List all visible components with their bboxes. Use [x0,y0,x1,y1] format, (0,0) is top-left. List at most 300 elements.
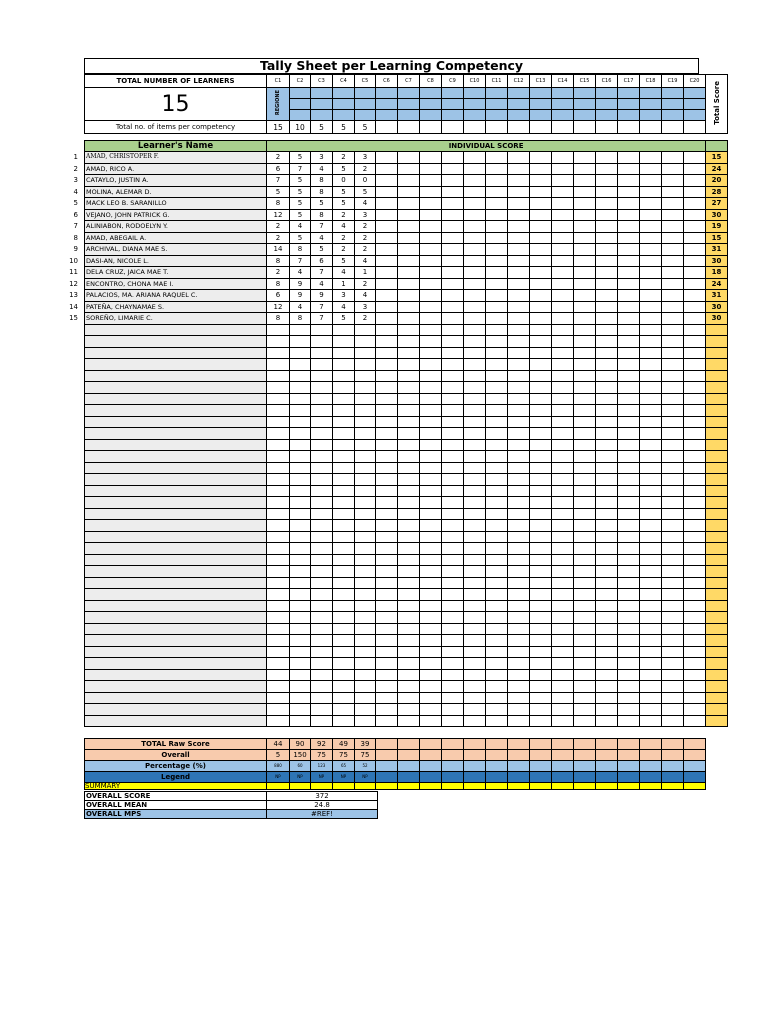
score-cell [442,278,464,290]
score-cell [508,186,530,198]
competency-header: C18 [640,75,662,88]
score-cell [333,577,355,589]
score-cell [662,439,684,451]
score-cell [596,635,618,647]
score-cell [420,428,442,440]
table-row [85,589,728,601]
score-cell [420,554,442,566]
score-cell [333,336,355,348]
learner-name [85,589,267,601]
score-cell [574,152,596,164]
learner-total-score [706,577,728,589]
score-cell [552,209,574,221]
score-cell [530,186,552,198]
score-cell [442,474,464,486]
score-cell [290,336,311,348]
score-cell [618,313,640,325]
score-cell: 5 [333,186,355,198]
score-cell [464,554,486,566]
score-cell [596,290,618,302]
score-cell [574,186,596,198]
summary-cell [486,783,508,790]
score-cell [442,439,464,451]
score-cell [596,324,618,336]
score-cell [355,520,376,532]
score-cell [464,485,486,497]
total-raw-score-value [662,739,684,750]
row-number: 13 [69,291,78,299]
score-cell [552,451,574,463]
learner-total-score: 19 [706,221,728,233]
score-cell [398,290,420,302]
score-cell [420,255,442,267]
score-cell [684,497,706,509]
score-cell [267,681,290,693]
table-row [85,393,728,405]
score-cell [376,485,398,497]
score-cell [684,324,706,336]
learner-total-score [706,508,728,520]
score-cell: 5 [290,152,311,164]
summary-cell [464,783,486,790]
score-cell [574,221,596,233]
score-cell [464,692,486,704]
score-cell [398,370,420,382]
items-per-competency-value: 5 [311,121,333,134]
score-cell [442,428,464,440]
score-cell [508,428,530,440]
score-cell [290,692,311,704]
score-cell [618,278,640,290]
percentage-value [376,761,398,772]
score-cell [640,198,662,210]
score-cell [267,589,290,601]
score-cell [420,416,442,428]
score-cell [552,589,574,601]
score-cell: 0 [333,175,355,187]
items-per-competency-value [574,121,596,134]
score-cell: 4 [290,267,311,279]
table-row [85,347,728,359]
summary-cell [618,783,640,790]
score-cell [508,612,530,624]
score-cell [618,347,640,359]
score-cell [508,566,530,578]
score-cell [552,382,574,394]
score-cell [640,531,662,543]
score-cell [640,244,662,256]
score-cell [464,163,486,175]
score-cell [684,209,706,221]
score-cell [486,451,508,463]
score-cell [355,692,376,704]
score-cell [333,658,355,670]
score-cell [290,508,311,520]
learner-name: MOLINA, ALEMAR D. [85,186,267,198]
score-cell [486,336,508,348]
table-row [85,244,728,256]
total-raw-score-value [618,739,640,750]
score-cell [684,612,706,624]
score-cell [398,600,420,612]
score-cell [508,704,530,716]
score-cell [596,198,618,210]
score-cell [662,474,684,486]
score-cell [530,577,552,589]
score-cell [290,439,311,451]
score-cell [420,612,442,624]
overall-value [464,750,486,761]
score-cell [552,428,574,440]
score-cell [508,646,530,658]
score-cell: 6 [311,255,333,267]
score-cell [464,658,486,670]
score-cell [684,405,706,417]
learner-total-score [706,531,728,543]
score-cell [464,416,486,428]
score-cell [574,635,596,647]
score-cell [640,635,662,647]
score-cell [376,566,398,578]
score-cell [530,324,552,336]
table-row [85,255,728,267]
score-cell [464,635,486,647]
score-cell [662,198,684,210]
score-cell [574,658,596,670]
score-cell [486,255,508,267]
score-cell [333,589,355,601]
learner-name [85,566,267,578]
score-cell [618,474,640,486]
table-row [85,497,728,509]
learner-total-score [706,704,728,716]
score-cell [684,531,706,543]
score-cell [442,244,464,256]
score-cell: 7 [311,267,333,279]
total-raw-score-value [596,739,618,750]
score-cell [640,520,662,532]
score-cell: 8 [311,175,333,187]
score-cell [618,497,640,509]
score-cell [552,508,574,520]
table-row [85,439,728,451]
score-cell [508,324,530,336]
score-cell [552,704,574,716]
score-cell [618,336,640,348]
summary-cell [574,783,596,790]
score-cell [574,428,596,440]
score-cell [596,508,618,520]
score-cell [333,393,355,405]
score-cell [574,451,596,463]
score-cell [596,382,618,394]
score-cell [640,152,662,164]
competency-cell [464,88,486,99]
score-cell [596,416,618,428]
table-row [85,474,728,486]
learner-total-score [706,393,728,405]
table-row [85,635,728,647]
competency-cell [508,99,530,110]
score-cell [662,485,684,497]
score-cell [662,646,684,658]
score-cell [398,313,420,325]
learner-total-score: 18 [706,267,728,279]
score-cell: 4 [290,301,311,313]
score-cell: 2 [355,163,376,175]
score-cell [486,635,508,647]
score-cell [290,658,311,670]
score-cell [398,566,420,578]
score-cell [398,209,420,221]
score-cell [376,324,398,336]
competency-header: C12 [508,75,530,88]
percentage-value [662,761,684,772]
summary-cell [596,783,618,790]
learner-name [85,635,267,647]
score-cell [420,267,442,279]
score-cell: 5 [333,198,355,210]
score-cell [398,382,420,394]
score-cell [442,704,464,716]
competency-cell [618,99,640,110]
score-cell [530,209,552,221]
score-cell [311,347,333,359]
score-cell [618,543,640,555]
score-cell [662,704,684,716]
score-cell: 2 [355,232,376,244]
score-cell [486,600,508,612]
learner-name [85,600,267,612]
percentage-value [574,761,596,772]
score-cell [530,313,552,325]
score-cell [640,290,662,302]
score-cell [290,485,311,497]
overall-stat-label: OVERALL SCORE [85,792,267,801]
competency-cell [376,99,398,110]
score-cell [662,359,684,371]
score-cell [376,301,398,313]
score-cell [662,451,684,463]
score-cell [618,267,640,279]
score-cell [420,623,442,635]
score-cell [311,370,333,382]
table-row [85,485,728,497]
score-cell: 8 [267,278,290,290]
score-cell [662,681,684,693]
score-cell [376,382,398,394]
competency-cell [530,110,552,121]
overall-value [618,750,640,761]
score-cell [398,301,420,313]
score-cell [508,152,530,164]
score-cell [684,451,706,463]
score-cell [442,324,464,336]
score-cell [618,635,640,647]
score-cell [596,186,618,198]
learner-total-score [706,370,728,382]
score-cell [684,623,706,635]
score-cell [640,600,662,612]
score-cell [311,359,333,371]
score-cell [530,175,552,187]
score-cell [267,405,290,417]
score-cell [376,715,398,727]
score-cell [290,347,311,359]
score-cell [486,359,508,371]
score-cell [398,520,420,532]
score-cell [486,554,508,566]
score-cell [596,221,618,233]
table-row [85,543,728,555]
overall-value [684,750,706,761]
score-cell [333,543,355,555]
score-cell [596,531,618,543]
score-cell [398,163,420,175]
score-cell: 2 [333,152,355,164]
competency-header: C11 [486,75,508,88]
competency-cell [311,110,333,121]
score-cell [530,520,552,532]
score-cell [290,612,311,624]
score-cell [355,566,376,578]
score-cell [508,600,530,612]
score-cell [376,577,398,589]
score-cell [442,336,464,348]
score-cell [684,359,706,371]
competency-cell [442,88,464,99]
score-cell [486,163,508,175]
competency-cell [355,88,376,99]
score-cell [596,566,618,578]
score-cell [420,405,442,417]
score-cell [486,186,508,198]
score-cell [267,370,290,382]
score-cell [442,301,464,313]
score-cell: 2 [267,152,290,164]
competency-cell [662,88,684,99]
score-cell [618,255,640,267]
score-cell [486,681,508,693]
score-cell [530,278,552,290]
competency-header: C10 [464,75,486,88]
competency-header: C13 [530,75,552,88]
score-cell [333,439,355,451]
overall-stat-value: #REF! [267,810,378,819]
score-cell [398,221,420,233]
learner-total-score [706,623,728,635]
score-cell [290,520,311,532]
score-cell [398,669,420,681]
competency-cell [420,99,442,110]
competency-cell [552,110,574,121]
individual-score-header: INDIVIDUAL SCORE [267,141,706,152]
score-cell [552,692,574,704]
table-row [85,336,728,348]
score-cell [552,405,574,417]
score-cell [355,646,376,658]
score-cell [333,428,355,440]
total-raw-score-value [530,739,552,750]
score-cell [267,336,290,348]
score-cell [267,347,290,359]
score-cell [552,244,574,256]
score-cell [333,370,355,382]
score-cell [311,692,333,704]
overall-value: 150 [290,750,311,761]
competency-cell [398,99,420,110]
score-cell [355,347,376,359]
score-cell [420,715,442,727]
legend-value: NP [333,772,355,783]
competency-cell [596,99,618,110]
summary-cell [552,783,574,790]
score-cell [333,382,355,394]
competency-cell [596,88,618,99]
score-cell [420,370,442,382]
score-cell [662,669,684,681]
score-cell [486,209,508,221]
score-cell [355,405,376,417]
learner-total-score: 30 [706,209,728,221]
score-cell [508,232,530,244]
table-row [85,554,728,566]
score-cell [662,405,684,417]
score-cell [574,209,596,221]
learner-total-score [706,554,728,566]
score-cell [311,646,333,658]
score-cell [530,462,552,474]
score-cell [530,543,552,555]
percentage-value [684,761,706,772]
score-cell [486,704,508,716]
score-cell [662,255,684,267]
overall-value [442,750,464,761]
overall-value [640,750,662,761]
score-cell [684,715,706,727]
score-cell [640,416,662,428]
score-cell [662,416,684,428]
score-cell [442,600,464,612]
learner-name [85,681,267,693]
score-cell [662,324,684,336]
score-cell [552,416,574,428]
score-cell [596,393,618,405]
score-cell [508,681,530,693]
score-cell [508,313,530,325]
score-cell [618,186,640,198]
score-cell [311,612,333,624]
score-cell [662,566,684,578]
score-cell [530,336,552,348]
legend-value: NP [355,772,376,783]
summary-cell [290,783,311,790]
competency-cell [290,110,311,121]
score-cell [290,669,311,681]
table-row [85,531,728,543]
learner-name [85,692,267,704]
competency-header: C19 [662,75,684,88]
items-per-competency-value [618,121,640,134]
learner-total-score [706,497,728,509]
learner-name [85,543,267,555]
score-cell [376,462,398,474]
learner-total-score [706,692,728,704]
score-cell [420,301,442,313]
items-per-competency-value: 10 [290,121,311,134]
score-cell [442,497,464,509]
score-cell [486,416,508,428]
